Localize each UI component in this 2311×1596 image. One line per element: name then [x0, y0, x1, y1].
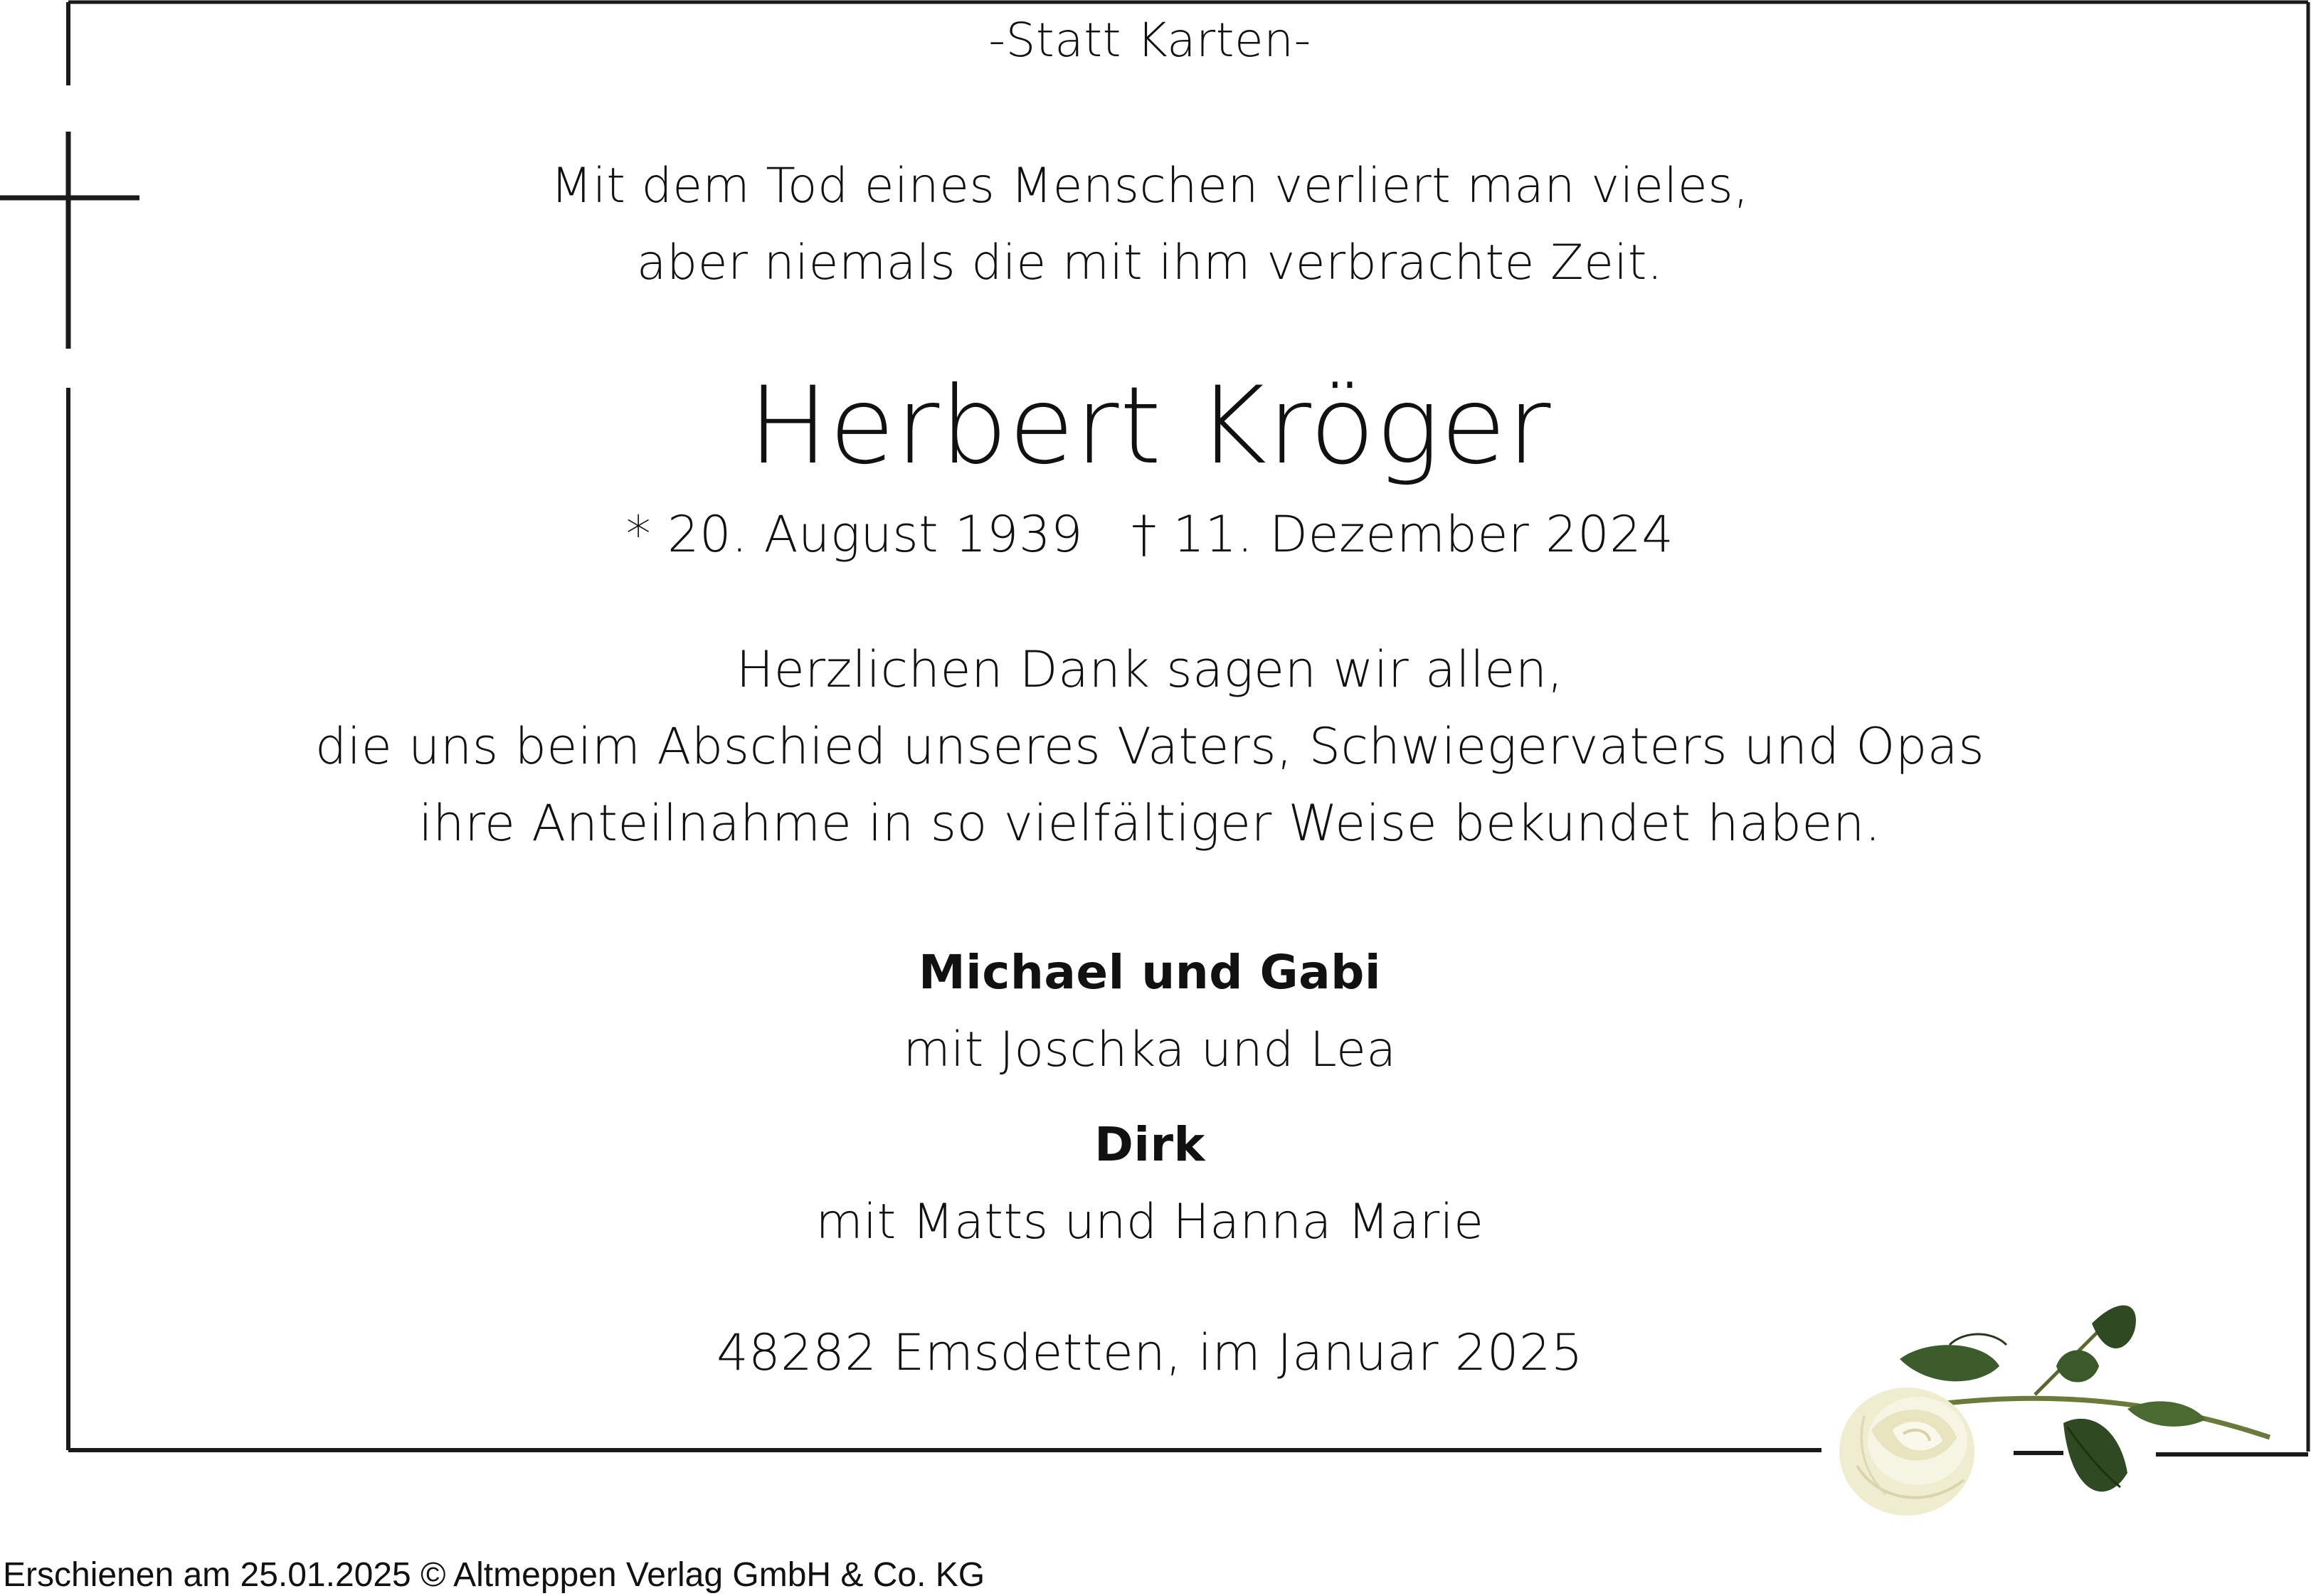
- family-member-children: mit Joschka und Lea: [903, 1022, 1397, 1078]
- deceased-name: Herbert Kröger: [748, 364, 1552, 488]
- thanks-line-2: die uns beim Abschied unseres Vaters, Schwiegervaters und Opas: [314, 717, 1985, 776]
- family-member-name: Michael und Gabi: [918, 945, 1382, 1000]
- white-rose-icon: [1821, 1288, 2277, 1523]
- thanks-line-3: ihre Anteilnahme in so vielfältiger Weise bekundet haben.: [418, 794, 1881, 852]
- life-dates: * 20. August 1939 † 11. Dezember 2024: [625, 505, 1674, 564]
- family-member-children: mit Matts und Hanna Marie: [815, 1194, 1484, 1250]
- family-member-name: Dirk: [1094, 1117, 1205, 1172]
- quote-line-2: aber niemals die mit ihm verbrachte Zeit.: [636, 235, 1664, 291]
- place-and-date: 48282 Emsdetten, im Januar 2025: [716, 1323, 1583, 1382]
- quote-line-1: Mit dem Tod eines Menschen verliert man vieles,: [550, 158, 1750, 214]
- publication-footer: Erschienen am 25.01.2025 © Altmeppen Verlag GmbH & Co. KG: [3, 1556, 985, 1594]
- statt-karten-header: -Statt Karten-: [988, 13, 1311, 68]
- thanks-line-1: Herzlichen Dank sagen wir allen,: [736, 640, 1564, 699]
